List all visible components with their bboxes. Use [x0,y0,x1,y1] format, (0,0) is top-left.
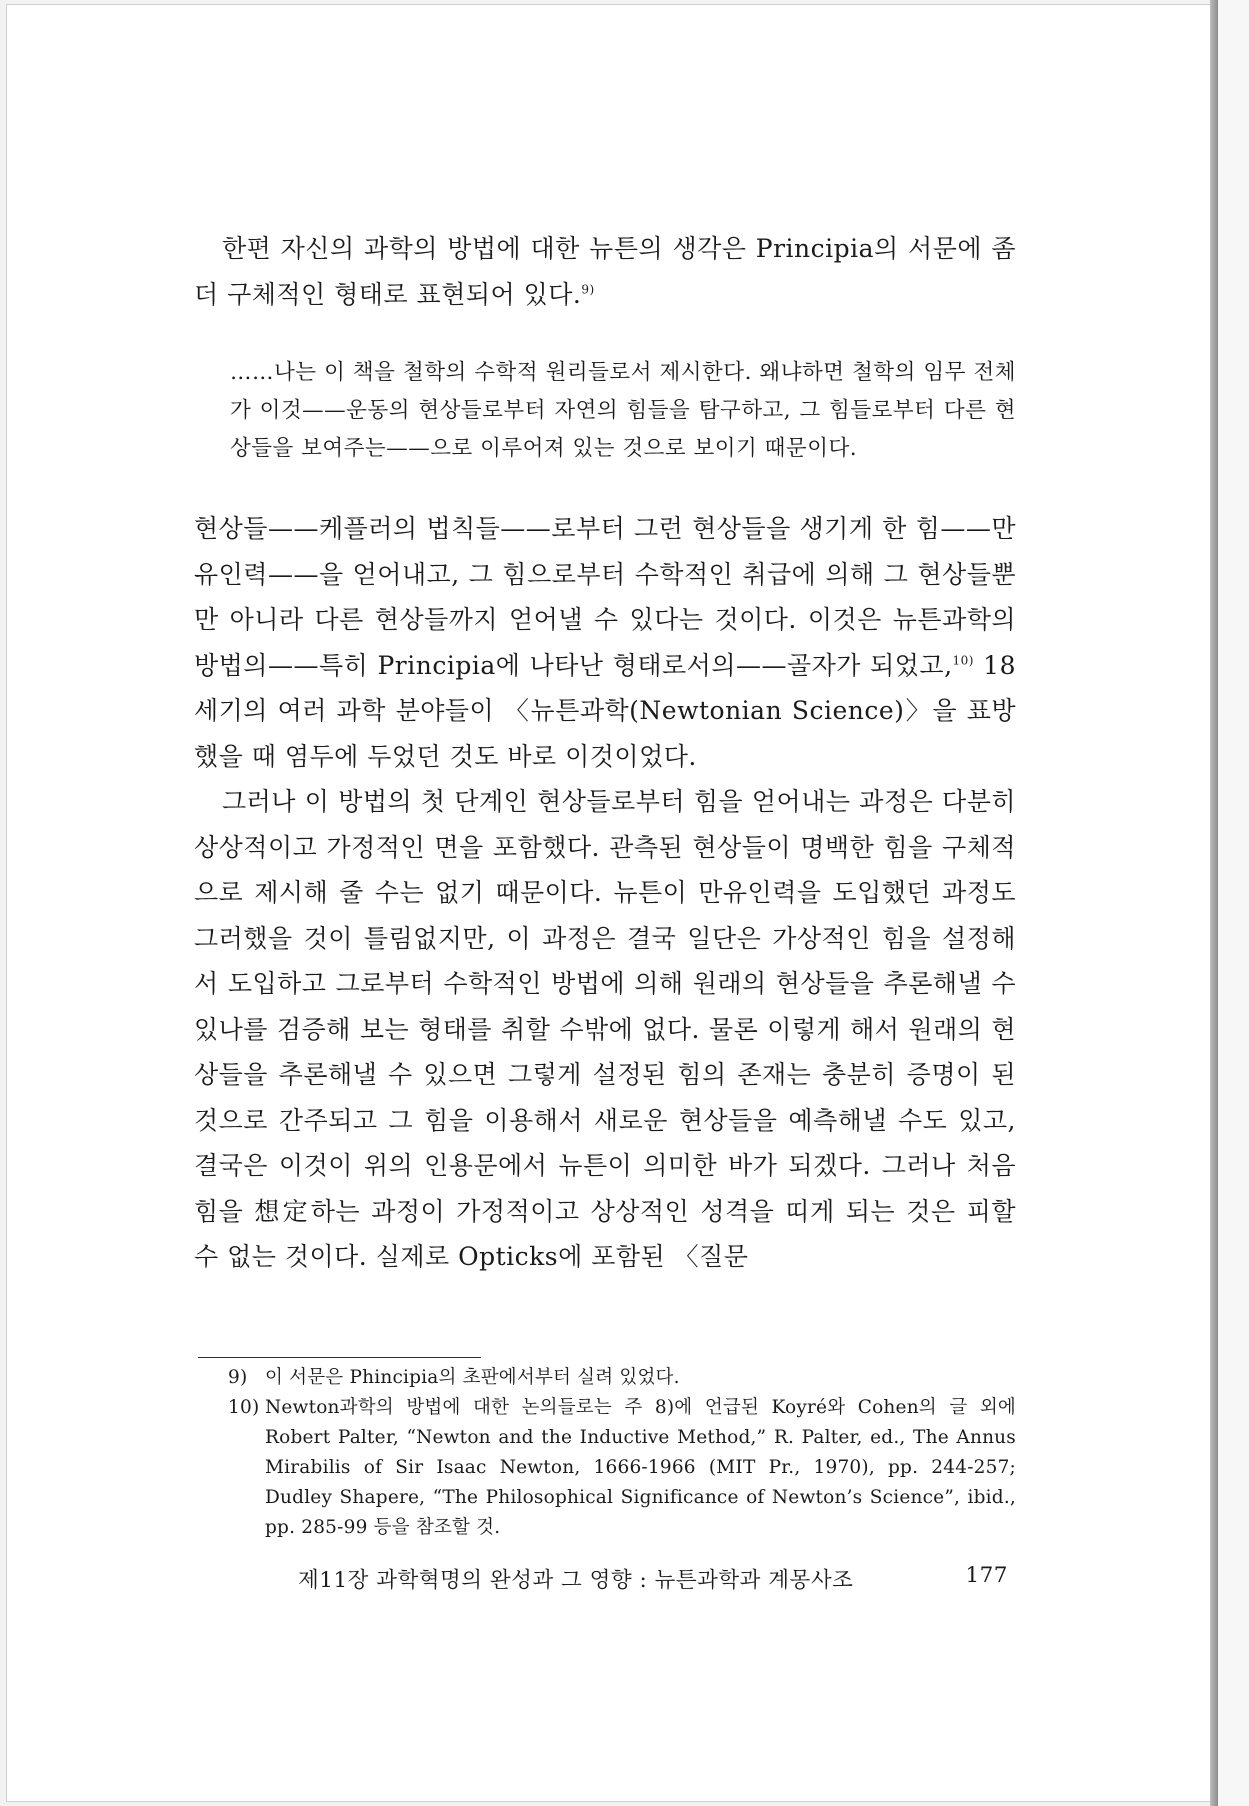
page-footer [298,1563,1018,1594]
footnote-text: Newton과학의 방법에 대한 논의들로는 주 8)에 언급된 Koyré와 Cohen의 글 외에 Robert Palter, “Newton and the Inductive Method,” R. Palter, ed., The Annus Mirabilis of Sir Isaac Newton, 1666-1966 (MIT Pr., 1970), pp. 244-257; Dudley Shapere, “The Philosophical Significance of Newton’s Science”, ibid., pp. 285-99 등을 참조할 것. [265,1397,1016,1538]
block-quote: ……나는 이 책을 철학의 수학적 원리들로서 제시한다. 왜냐하면 철학의 임무 전체가 이것——운동의 현상들로부터 자연의 힘들을 탐구하고, 그 힘들로부터 다른 현상들을 보여주는——으로 이루어져 있는 것으로 보이기 때문이다. [230,360,1016,461]
footnote-text: 이 서문은 Phincipia의 초판에서부터 실려 있었다. [265,1367,680,1388]
body-paragraph-2: 그러나 이 방법의 첫 단계인 현상들로부터 힘을 얻어내는 과정은 다분히 상상적이고 가정적인 면을 포함했다. 관측된 현상들이 명백한 힘을 구체적으로 제시해 줄 수는 없기 때문이다. 뉴튼이 만유인력을 도입했던 과정도 그러했을 것이 틀림없지만, 이 과정은 결국 일단은 가상적인 힘을 설정해서 도입하고 그로부터 수학적인 방법에 의해 원래의 현상들을 추론해낼 수 있나를 검증해 보는 형태를 취할 수밖에 없다. 물론 이렇게 해서 원래의 현상들을 추론해낼 수 있으면 그렇게 설정된 힘의 존재는 충분히 증명이 된 것으로 간주되고 그 힘을 이용해서 새로운 현상들을 예측해낼 수도 있고, 결국은 이것이 위의 인용문에서 뉴튼이 의미한 바가 되겠다. 그러나 처음 힘을 想定하는 과정이 가정적이고 상상적인 성격을 띠게 되는 것은 피할 수 없는 것이다. 실제로 Opticks에 포함된 〈질문 [194,787,1016,1271]
footnote-ref-9[interactable]: 9) [581,282,595,297]
running-title: 제11장 과학혁명의 완성과 그 영향 : 뉴튼과학과 계몽사조 [298,1568,854,1593]
body-paragraph-1-text-b: 18세기의 여러 과학 분야들이 〈뉴튼과학(Newtonian Science)〉을 표방했을 때 염두에 두었던 것도 바로 이것이었다. [194,650,1016,771]
footnote-number: 9) [228,1367,248,1388]
body-paragraph-1 [194,506,1016,779]
footnotes [228,1363,1016,1543]
body-paragraph-1-text-a: 현상들——케플러의 법칙들——로부터 그런 현상들을 생기게 한 힘——만유인력——을 얻어내고, 그 힘으로부터 수학적인 취급에 의해 그 현상들뿐만 아니라 다른 현상들까지 얻어낼 수 있다는 것이다. 이것은 뉴튼과학의 방법의——특히 Principia에 나타난 형태로서의——골자가 되었고, [194,514,1016,680]
footnote-divider [198,1357,481,1358]
footnote-10 [228,1393,1016,1543]
footnote-9 [228,1363,1016,1393]
intro-paragraph [194,226,1016,317]
page-number: 177 [965,1563,1008,1588]
footnote-number: 10) [228,1397,260,1418]
main-text [194,226,1016,1280]
intro-text: 한편 자신의 과학의 방법에 대한 뉴튼의 생각은 Principia의 서문에 좀더 구체적인 형태로 표현되어 있다. [194,234,1016,309]
page-margin [1218,0,1249,1806]
footnote-ref-10[interactable]: 10) [952,653,974,668]
page-edge [1210,0,1218,1806]
